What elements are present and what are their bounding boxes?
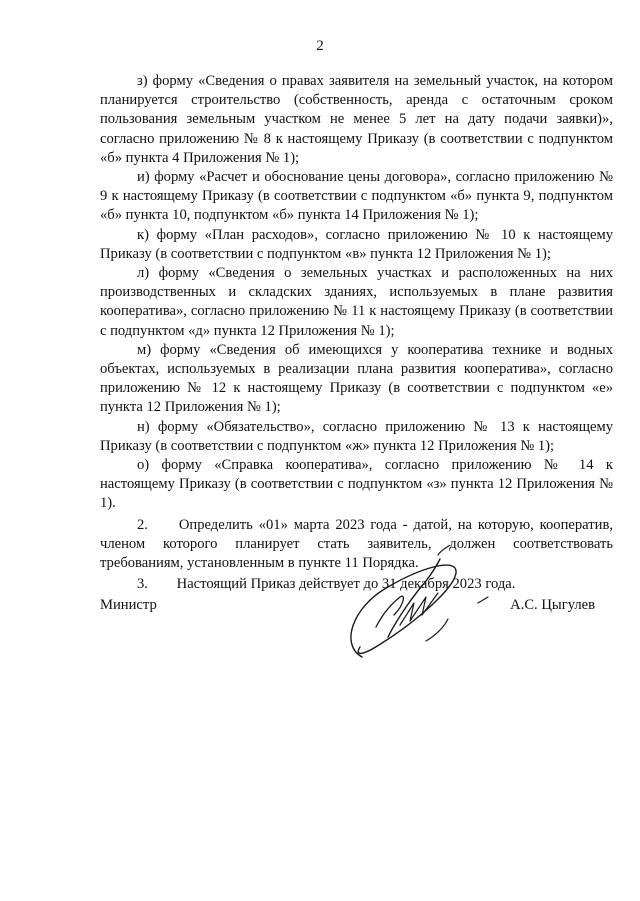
signature-stroke-zigzag — [400, 593, 438, 625]
signature-stroke-main — [388, 559, 440, 637]
list-item-n: н) форму «Обязательство», согласно приложению № 13 к настоящему Приказу (в соответствии с подпунктом «ж» пункта 12 Приложения № 1); — [100, 418, 613, 454]
page-number: 2 — [316, 38, 324, 54]
list-item-k: к) форму «План расходов», согласно приложению № 10 к настоящему Приказу (в соответствии с подпунктом «в» пункта 12 Приложения № 1); — [100, 226, 613, 262]
paragraph-number: 3. — [137, 576, 148, 593]
list-item-i: и) форму «Расчет и обоснование цены договора», согласно приложению № 9 к настоящему Приказу (в соответствии с подпунктом «б» пункта 9, подпунктом «б» пункта 10, подпунктом «б» пункта 14 Приложения № 1); — [100, 169, 613, 224]
signature-tail — [438, 545, 450, 555]
list-item-m: м) форму «Сведения об имеющихся у кооператива технике и водных объектах, используемых в реализации плана развития кооператива», согласно приложению № 12 к настоящему Приказу (в соответствии с подпунктом «е» пункта 12 Приложения № 1); — [100, 341, 613, 416]
list-item-l: л) форму «Сведения о земельных участках и расположенных на них производственных и складских зданиях, используемых в плане развития кооператива», согласно приложению № 11 к настоящему Приказу (в соответствии с подпунктом «д» пункта 12 Приложения № 1); — [100, 265, 613, 339]
signature-underline — [426, 619, 448, 641]
handwritten-signature — [330, 545, 490, 675]
paragraph-text: Определить «01» марта 2023 года - датой, на которую, кооператив, членом которого планирует стать заявитель, должен соответствовать требованиям, установленным в пункте 11 Порядка. — [100, 516, 613, 572]
list-item-o: о) форму «Справка кооператива», согласно приложению № 14 к настоящему Приказу (в соответствии с подпунктом «з» пункта 12 Приложения № 1). — [100, 457, 613, 512]
signer-position: Министр — [100, 597, 157, 613]
paragraph-text: Настоящий Приказ действует до 31 декабря 2023 года. — [176, 576, 516, 593]
signature-dash — [478, 597, 488, 603]
paragraph-number: 2. — [137, 516, 148, 533]
signer-name: А.С. Цыгулев — [510, 597, 595, 613]
document-body — [100, 72, 613, 594]
signature-stroke-left — [376, 596, 403, 627]
list-item-z: з) форму «Сведения о правах заявителя на земельный участок, на котором планируется строительство (собственность, аренда с остаточным сроком пользования земельным участком не менее 5 лет на дату подачи заявки)», согласно приложению № 8 к настоящему Приказу (в соответствии с подпунктом «б» пункта 4 Приложения № 1); — [100, 73, 613, 166]
